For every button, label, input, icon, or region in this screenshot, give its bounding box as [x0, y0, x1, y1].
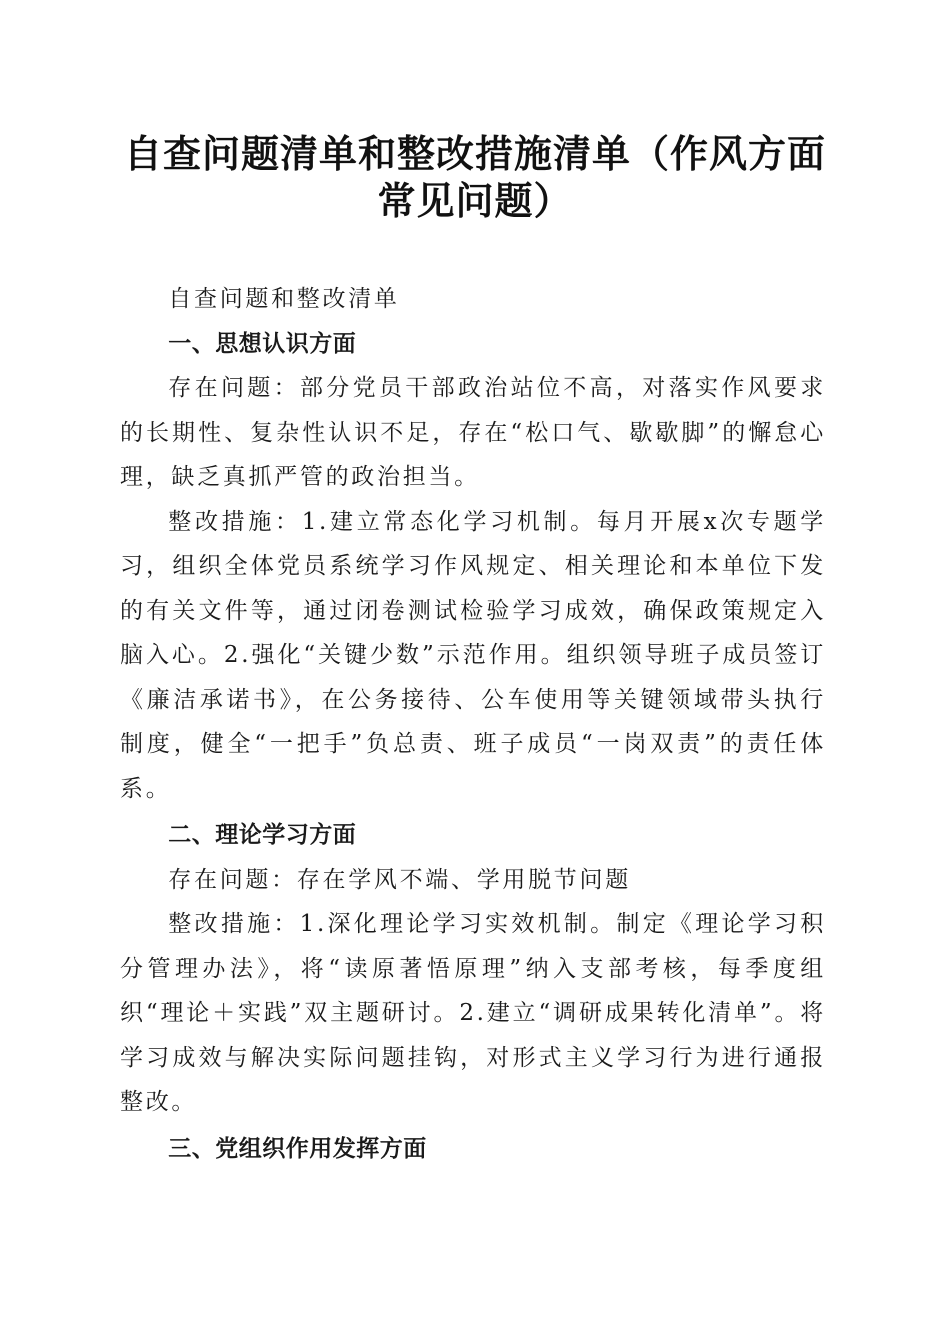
section-heading-1: 一、思想认识方面	[168, 330, 357, 357]
measure-paragraph-2: 整改措施：1.深化理论学习实效机制。制定《理论学习积分管理办法》，将“读原著悟原理”纳入支部考核，每季度组织“理论＋实践”双主题研讨。2.建立“调研成果转化清单”。将学习成效与解决实际问题挂钩，对形式主义学习行为进行通报整改。	[120, 911, 826, 1115]
problem-paragraph-1: 存在问题：部分党员干部政治站位不高，对落实作风要求的长期性、复杂性认识不足，存在“松口气、歇歇脚”的懈怠心理，缺乏真抓严管的政治担当。	[120, 375, 826, 490]
document-title: 自查问题清单和整改措施清单（作风方面常见问题）	[123, 131, 826, 223]
document-body	[120, 277, 826, 1171]
measure-paragraph-1: 整改措施：1.建立常态化学习机制。每月开展x次专题学习，组织全体党员系统学习作风规定、相关理论和本单位下发的有关文件等，通过闭卷测试检验学习成效，确保政策规定入脑入心。2.强化“关键少数”示范作用。组织领导班子成员签订《廉洁承诺书》，在公务接待、公车使用等关键领域带头执行制度，健全“一把手”负总责、班子成员“一岗双责”的责任体系。	[120, 508, 826, 802]
problem-paragraph-2: 存在问题：存在学风不端、学用脱节问题	[168, 866, 631, 893]
section-heading-2: 二、理论学习方面	[168, 822, 357, 848]
section-heading-3: 三、党组织作用发挥方面	[168, 1135, 427, 1162]
section-intro: 自查问题和整改清单	[168, 286, 400, 312]
